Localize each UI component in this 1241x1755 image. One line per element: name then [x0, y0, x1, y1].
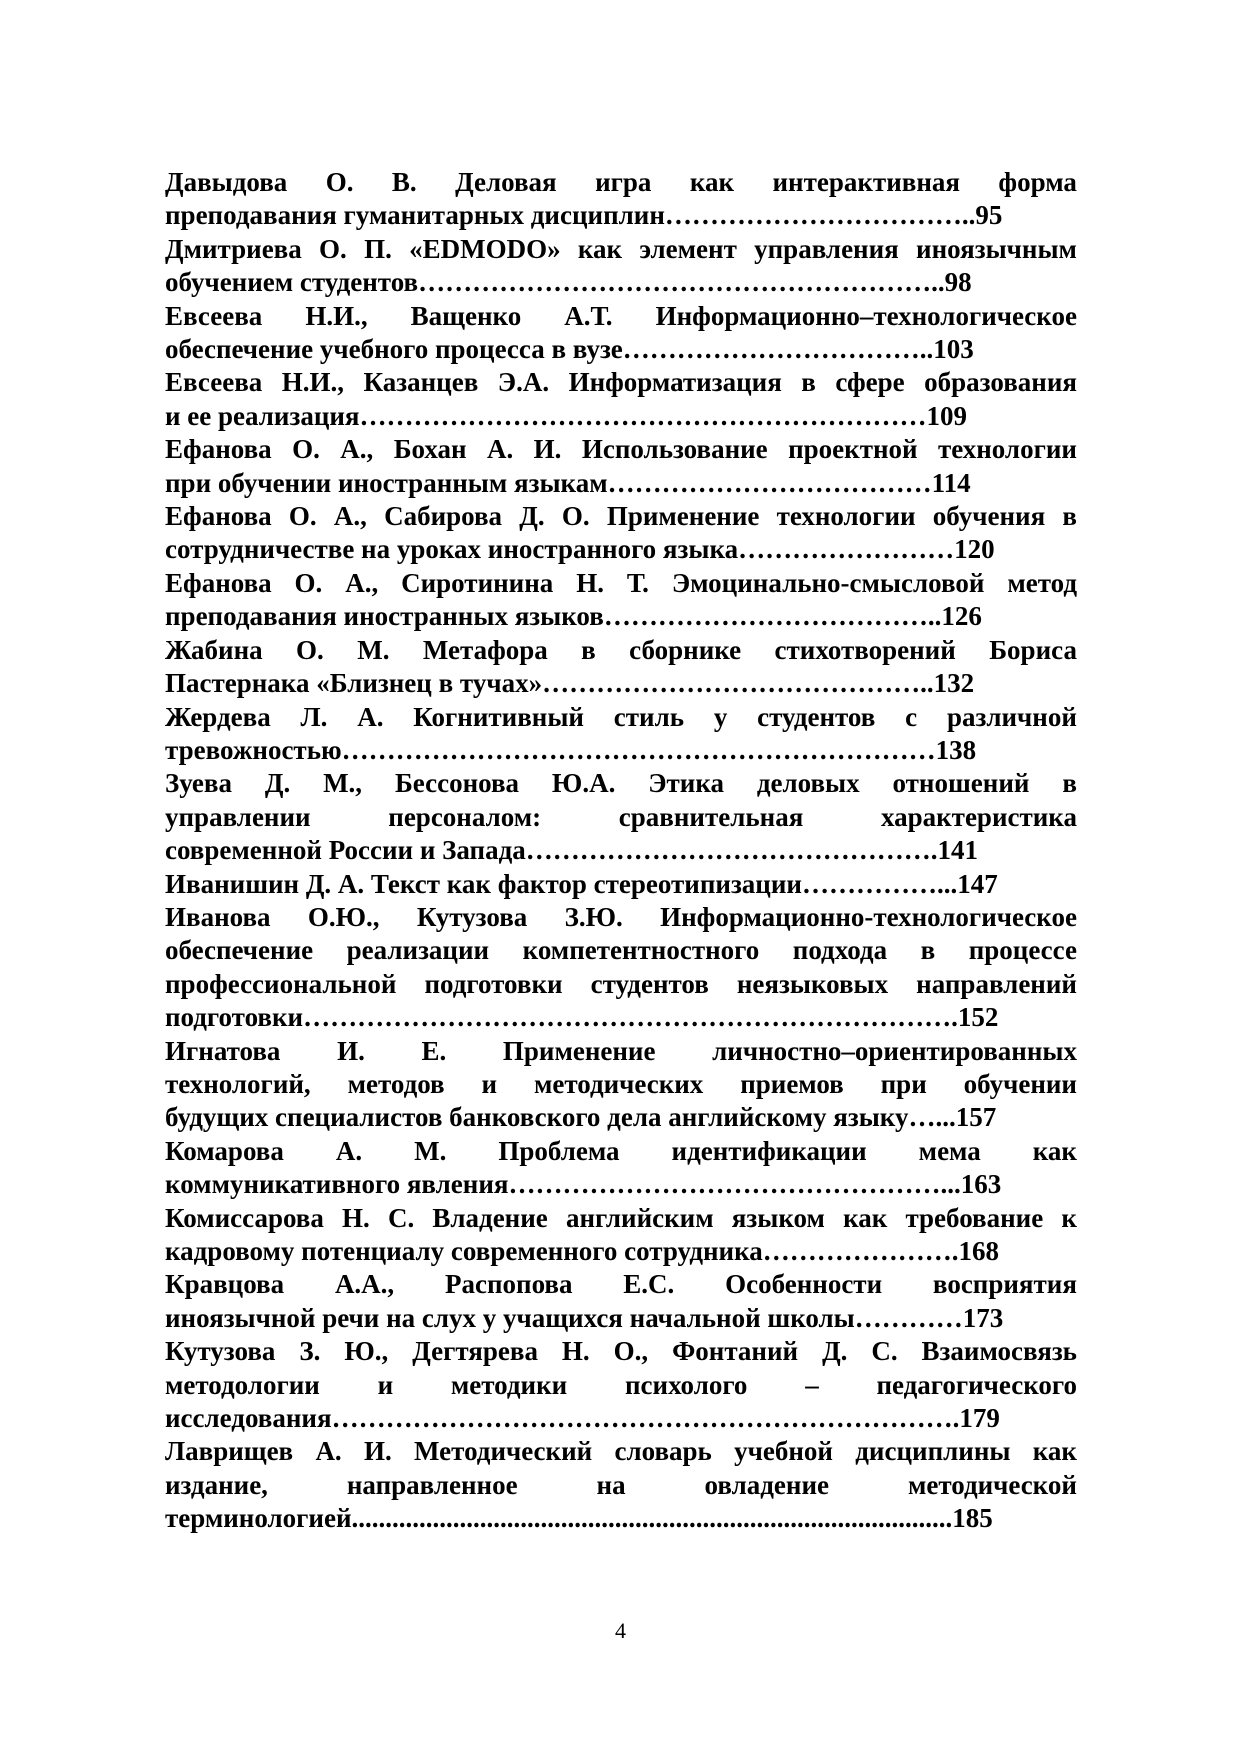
word: Информатизация [568, 367, 782, 398]
toc-entry-last-line: терминологией.........................................................................................185 [165, 1503, 993, 1534]
word: методических [533, 1068, 704, 1099]
toc-entry-last-line: при обучении иностранным языкам………………………………114 [165, 467, 971, 498]
word: в [801, 367, 816, 398]
word: элемент [639, 233, 737, 264]
toc-entry-line [165, 1469, 1077, 1502]
word: Казанцев [363, 367, 479, 398]
toc-entry [165, 901, 1077, 1035]
word: И. [363, 1436, 392, 1467]
word: О. [288, 501, 317, 532]
word: О. [296, 634, 324, 665]
toc-entry-line [165, 1369, 1077, 1402]
word: Кравцова [165, 1269, 285, 1300]
word: как [843, 1202, 888, 1233]
word: интерактивная [772, 167, 960, 197]
toc-entry-line [165, 233, 1077, 266]
word: педагогического [876, 1369, 1077, 1400]
toc-entry-line [165, 634, 1077, 667]
word: Ю., [344, 1336, 389, 1367]
word: И. [337, 1035, 365, 1066]
word: направленное [346, 1469, 518, 1500]
page-number: 4 [615, 1618, 626, 1643]
word: неязыковых [736, 968, 889, 999]
word: О., [613, 1336, 649, 1367]
word: И. [533, 434, 562, 465]
word: обучения [932, 501, 1046, 532]
toc-entry-last-line: иноязычной речи на слух у учащихся начальной школы…………173 [165, 1302, 1004, 1333]
word: обеспечение [165, 935, 314, 966]
word: в [920, 935, 936, 966]
word: Проблема [498, 1135, 620, 1166]
word: Кутузова [165, 1336, 276, 1367]
toc-entry-line [165, 968, 1077, 1001]
word: В. [391, 167, 417, 197]
word: Эмоцинально-смысловой [671, 567, 985, 598]
word: С. [871, 1336, 898, 1367]
word: Комиссарова [165, 1202, 324, 1233]
word: и [481, 1068, 498, 1099]
word: Ю.А. [551, 768, 616, 799]
word: Фонтаний [672, 1336, 799, 1367]
word: подготовки [424, 968, 563, 999]
word: английским [565, 1202, 714, 1233]
word: сравнительная [618, 801, 804, 832]
word: методики [450, 1369, 568, 1400]
word: А.Т. [564, 300, 613, 331]
word: З. [299, 1336, 321, 1367]
word: стихотворений [774, 634, 956, 665]
toc-entry-line [165, 1435, 1077, 1468]
word: Использование [581, 434, 768, 465]
word: О. [294, 567, 323, 598]
word: технологии [776, 501, 916, 532]
word: личностно–ориентированных [712, 1035, 1077, 1066]
toc-entry-line [165, 166, 1077, 199]
word: Д. [822, 1336, 848, 1367]
word: компетентностного [522, 935, 760, 966]
word: методологии [165, 1369, 320, 1400]
word: управлении [165, 801, 311, 832]
toc-entry [165, 366, 1077, 433]
word: Лаврищев [165, 1436, 294, 1467]
word: А., [345, 567, 379, 598]
word: сборнике [629, 634, 742, 665]
word: игра [595, 167, 652, 197]
word: Деловая [455, 167, 557, 197]
word: М. [357, 634, 390, 665]
word: отношений [892, 768, 1030, 799]
word: Э.А. [497, 367, 550, 398]
toc-entry [165, 300, 1077, 367]
word: Евсеева [165, 300, 263, 331]
word: А.А., [334, 1269, 395, 1300]
word: А. [487, 434, 514, 465]
word: сфере [835, 367, 905, 398]
toc-entry-line [165, 567, 1077, 600]
word: как [1032, 1436, 1077, 1467]
word: М., [323, 768, 363, 799]
word: издание, [165, 1469, 268, 1500]
word: метод [1007, 567, 1077, 598]
word: обучении [963, 1068, 1077, 1099]
toc-entry-line [165, 1335, 1077, 1368]
word: форма [998, 167, 1077, 197]
word: приемов [740, 1068, 844, 1099]
toc-entry-last-line: подготовки……………………………………………………………….152 [165, 1002, 999, 1033]
word: реализации [346, 935, 490, 966]
word: Н.И., [305, 300, 368, 331]
word: Бориса [989, 634, 1077, 665]
word: технологии [938, 434, 1077, 465]
word: Дмитриева [165, 233, 302, 264]
word: студентов [757, 701, 876, 732]
word: характеристика [880, 801, 1077, 832]
toc-entry [165, 1202, 1077, 1269]
word: языком [731, 1202, 825, 1233]
word: как [1032, 1135, 1077, 1166]
word: С. [387, 1202, 415, 1233]
word: Метафора [422, 634, 548, 665]
word: при [880, 1068, 927, 1099]
toc-entry-last-line: Пастернака «Близнец в тучах»……………………………………..132 [165, 668, 975, 699]
word: с [905, 701, 918, 732]
word: иноязычным [916, 233, 1077, 264]
toc-entry-line [165, 934, 1077, 967]
word: Бохан [393, 434, 467, 465]
word: дисциплины [855, 1436, 1011, 1467]
toc-entry [165, 567, 1077, 634]
word: Сабирова [384, 501, 503, 532]
toc-entry-last-line: сотрудничестве на уроках иностранного языка……………………120 [165, 534, 995, 565]
word: Иванова [165, 901, 271, 932]
word: методов [347, 1068, 445, 1099]
word: Ефанова [165, 434, 272, 465]
word: О.Ю., [307, 901, 380, 932]
word: в [581, 634, 596, 665]
word: Жердева [165, 701, 271, 732]
word: управления [754, 233, 899, 264]
word: учебной [734, 1436, 833, 1467]
table-of-contents [165, 166, 1077, 1536]
word: Давыдова [165, 167, 288, 197]
word: словарь [614, 1436, 712, 1467]
toc-entry-last-line: Иванишин Д. А. Текст как фактор стереотипизации……………...147 [165, 868, 998, 899]
word: Бессонова [394, 768, 520, 799]
word: О. [292, 434, 320, 465]
toc-entry-last-line: кадровому потенциалу современного сотрудника………………….168 [165, 1236, 999, 1266]
toc-entry-line [165, 366, 1077, 399]
word: Взаимосвязь [921, 1336, 1077, 1367]
word: подхода [792, 935, 888, 966]
word: Жабина [165, 634, 263, 665]
word: О. [325, 167, 354, 197]
toc-entry-line [165, 1202, 1077, 1235]
word: деловых [756, 768, 860, 799]
toc-entry [165, 1035, 1077, 1135]
word: Дегтярева [412, 1336, 538, 1367]
word: Методический [414, 1436, 593, 1467]
toc-entry [165, 634, 1077, 701]
word: различной [946, 701, 1077, 732]
word: проектной [788, 434, 918, 465]
word: Н. [561, 1336, 590, 1367]
word: М. [414, 1135, 447, 1166]
word: образования [924, 367, 1077, 398]
word: Распопова [444, 1269, 573, 1300]
word: Д. [264, 768, 291, 799]
toc-entry [165, 433, 1077, 500]
toc-entry-last-line: преподавания иностранных языков………………………………..126 [165, 601, 982, 632]
word: в [1062, 768, 1077, 799]
toc-entry-last-line: обучением студентов…………………………………………………..98 [165, 267, 972, 298]
toc-entry-last-line: исследования…………………………………………………………….179 [165, 1403, 1000, 1434]
toc-entry-last-line: и ее реализация………………………………………………………109 [165, 400, 968, 431]
word: методической [907, 1469, 1077, 1500]
toc-entry-line [165, 701, 1077, 734]
toc-entry-line [165, 1135, 1077, 1168]
word: Ващенко [410, 300, 522, 331]
toc-entry [165, 500, 1077, 567]
word: Применение [606, 501, 760, 532]
toc-entry-line [165, 801, 1077, 834]
word: Д. [519, 501, 545, 532]
word: технологий, [165, 1068, 311, 1099]
word: Когнитивный [413, 701, 584, 732]
word: О. [561, 501, 590, 532]
word: Н.И., [281, 367, 345, 398]
toc-entry [165, 1268, 1077, 1335]
toc-entry [165, 701, 1077, 768]
toc-entry [165, 1135, 1077, 1202]
word: «EDMODO» [409, 233, 561, 264]
word: А. [335, 1135, 363, 1166]
toc-entry [165, 1435, 1077, 1535]
word: З.Ю. [564, 901, 623, 932]
toc-entry-last-line: коммуникативного явления…………………………………………...163 [165, 1169, 1002, 1200]
word: О. [319, 233, 347, 264]
word: персоналом: [388, 801, 542, 832]
toc-entry-line [165, 1035, 1077, 1068]
word: Л. [300, 701, 328, 732]
word: Ефанова [165, 567, 272, 598]
toc-entry [165, 166, 1077, 233]
word: Н. [576, 567, 604, 598]
word: Евсеева [165, 367, 263, 398]
word: Информационно-технологическое [660, 901, 1077, 932]
word: Особенности [725, 1269, 883, 1300]
word: Комарова [165, 1135, 284, 1166]
word: на [596, 1469, 626, 1500]
word: Применение [502, 1035, 656, 1066]
toc-entry-line [165, 300, 1077, 333]
word: Т. [626, 567, 649, 598]
word: Информационно–технологическое [655, 300, 1077, 331]
word: А., [333, 501, 367, 532]
word: в [1062, 501, 1077, 532]
word: у [713, 701, 728, 732]
word: Е.С. [623, 1269, 675, 1300]
toc-entry-last-line: обеспечение учебного процесса в вузе……………………………..103 [165, 334, 974, 365]
toc-entry [165, 1335, 1077, 1435]
word: восприятия [932, 1269, 1077, 1300]
word: А. [357, 701, 384, 732]
word: требование [905, 1202, 1044, 1233]
word: Ефанова [165, 501, 272, 532]
word: Зуева [165, 768, 232, 799]
word: Сиротинина [401, 567, 554, 598]
toc-entry-last-line: тревожностью…………………………………………………………138 [165, 734, 977, 765]
word: Н. [342, 1202, 370, 1233]
toc-entry-last-line: преподавания гуманитарных дисциплин……………………………..95 [165, 200, 1003, 231]
word: Е. [421, 1035, 447, 1066]
word: к [1061, 1202, 1077, 1233]
word: Игнатова [165, 1035, 281, 1066]
word: П. [364, 233, 392, 264]
word: и [377, 1369, 394, 1400]
toc-entry [165, 767, 1077, 867]
word: как [689, 167, 735, 197]
word: студентов [590, 968, 709, 999]
word: овладение [704, 1469, 829, 1500]
word: А. [315, 1436, 342, 1467]
word: А., [340, 434, 374, 465]
word: психолого [624, 1369, 748, 1400]
word: Владение [432, 1202, 548, 1233]
word: мема [918, 1135, 981, 1166]
word: направлений [916, 968, 1077, 999]
toc-entry-line [165, 901, 1077, 934]
toc-entry-line [165, 500, 1077, 533]
word: процессе [968, 935, 1077, 966]
toc-entry-line [165, 1068, 1077, 1101]
toc-entry [165, 868, 1077, 901]
toc-entry-line [165, 433, 1077, 466]
toc-entry-line [165, 767, 1077, 800]
toc-entry-last-line: будущих специалистов банковского дела английскому языку…...157 [165, 1102, 997, 1133]
word: Кутузова [416, 901, 528, 932]
word: – [805, 1369, 819, 1400]
word: профессиональной [165, 968, 397, 999]
toc-entry-line [165, 1268, 1077, 1301]
word: как [577, 233, 623, 264]
word: стиль [613, 701, 685, 732]
word: Этика [648, 768, 724, 799]
word: идентификации [671, 1135, 867, 1166]
toc-entry [165, 233, 1077, 300]
toc-entry-last-line: современной России и Запада……………………………………….141 [165, 835, 979, 866]
